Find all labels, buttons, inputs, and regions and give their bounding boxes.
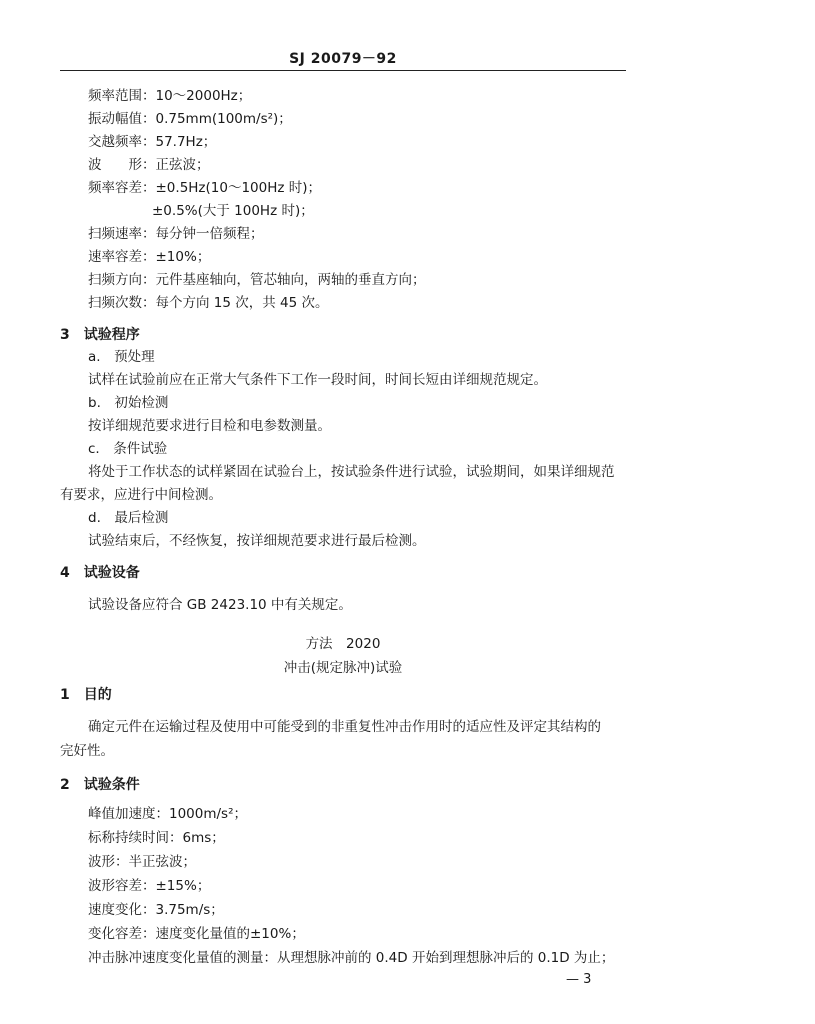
- method-number: 方法 2020: [305, 636, 381, 652]
- method-section-2-title: 2 试验条件: [60, 777, 140, 793]
- step-b-label: b. 初始检测: [88, 395, 169, 411]
- step-b-text: 按详细规范要求进行目检和电参数测量。: [88, 418, 331, 434]
- shock-waveform-tolerance: 波形容差：±15%；: [88, 878, 211, 894]
- step-a-label: a. 预处理: [88, 349, 155, 365]
- shock-change-tolerance: 变化容差：速度变化量值的±10%；: [88, 926, 305, 942]
- method-purpose-line-1: 确定元件在运输过程及使用中可能受到的非重复性冲击作用时的适应性及评定其结构的: [88, 719, 601, 735]
- standard-code-header: SJ 20079－92: [289, 51, 397, 67]
- step-c-label: c. 条件试验: [88, 441, 168, 457]
- method-purpose-line-2: 完好性。: [60, 743, 114, 759]
- step-d-label: d. 最后检测: [88, 510, 169, 526]
- condition-crossover: 交越频率：57.7Hz；: [88, 134, 217, 150]
- condition-sweep-rate: 扫频速率：每分钟一倍频程；: [88, 226, 264, 242]
- shock-measurement: 冲击脉冲速度变化量值的测量：从理想脉冲前的 0.4D 开始到理想脉冲后的 0.1D 为止；: [88, 950, 615, 966]
- condition-sweep-direction: 扫频方向：元件基座轴向，管芯轴向，两轴的垂直方向；: [88, 272, 426, 288]
- step-c-text-continued: 有要求，应进行中间检测。: [60, 487, 222, 503]
- shock-duration: 标称持续时间：6ms；: [88, 830, 225, 846]
- condition-frequency-tolerance-2: ±0.5%(大于 100Hz 时)；: [152, 203, 314, 219]
- shock-waveform: 波形：半正弦波；: [88, 854, 196, 870]
- condition-waveform: 波 形：正弦波；: [88, 157, 210, 173]
- section-3-title: 3 试验程序: [60, 327, 140, 343]
- section-4-title: 4 试验设备: [60, 565, 140, 581]
- shock-velocity-change: 速度变化：3.75m/s；: [88, 902, 224, 918]
- condition-frequency-range: 频率范围：10～2000Hz；: [88, 88, 252, 104]
- shock-peak-acceleration: 峰值加速度：1000m/s²；: [88, 806, 248, 822]
- condition-amplitude: 振动幅值：0.75mm(100m/s²)；: [88, 111, 292, 127]
- step-d-text: 试验结束后，不经恢复，按详细规范要求进行最后检测。: [88, 533, 426, 549]
- step-c-text: 将处于工作状态的试样紧固在试验台上，按试验条件进行试验，试验期间，如果详细规范: [88, 464, 615, 480]
- header-rule: [60, 70, 626, 71]
- section-4-text: 试验设备应符合 GB 2423.10 中有关规定。: [88, 597, 352, 613]
- page-number: — 3: [566, 972, 592, 987]
- method-section-1-title: 1 目的: [60, 687, 112, 703]
- step-a-text: 试样在试验前应在正常大气条件下工作一段时间，时间长短由详细规范规定。: [88, 372, 547, 388]
- condition-rate-tolerance: 速率容差：±10%；: [88, 249, 211, 265]
- method-name: 冲击(规定脉冲)试验: [283, 660, 403, 676]
- condition-frequency-tolerance: 频率容差：±0.5Hz(10～100Hz 时)；: [88, 180, 322, 196]
- condition-sweep-count: 扫频次数：每个方向 15 次，共 45 次。: [88, 295, 329, 311]
